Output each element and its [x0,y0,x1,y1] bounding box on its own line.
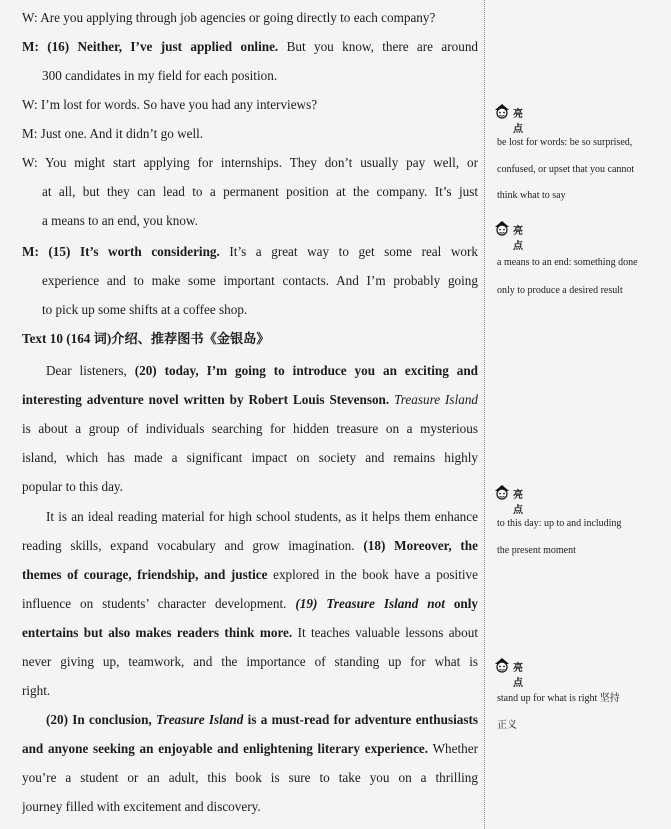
text-segment: Dear listeners, [46,363,135,378]
text-line [22,38,478,56]
note-line: 正义 [497,719,517,731]
text-segment: M: (15) [22,244,80,259]
highlight-label: 亮点 [513,226,524,252]
text-segment: island, which has made a significant impact on society and remains highly [22,450,478,465]
text-segment: W: I’m lost for words. So have you had any interviews? [22,97,318,112]
note-line: to this day: up to and including [497,518,622,529]
note-line: only to produce a desired result [497,284,623,296]
text-segment: Text 10 (164 词)介绍、推荐图书《金银岛》 [22,331,270,346]
text-line [22,154,478,172]
highlight-label: 亮点 [513,109,524,135]
text-segment: a means to an end, you know. [42,213,198,228]
text-segment: It’s worth considering. [79,244,220,259]
note-line: a means to an end: something done [497,257,638,268]
text-line [42,272,478,290]
mascot-icon [493,483,511,501]
text-line [22,624,478,642]
text-segment: right. [22,683,51,698]
text-line [22,537,478,555]
text-segment: at all, but they can lead to a permanent position at the company. It’s just [42,184,478,199]
text-segment: (20) today, I’m going to introduce you an exciting and [134,363,478,378]
text-segment: It teaches valuable lessons about [292,625,478,640]
text-segment: Treasure Island [394,392,478,407]
text-line [22,566,478,584]
text-segment: popular to this day. [22,479,123,494]
mascot-icon [493,219,511,237]
text-segment: and anyone seeking an enjoyable and enlightening literary experience. [22,741,429,756]
highlight-label: 亮点 [513,663,524,689]
text-segment: experience and to make some important contacts. And I’m probably going [42,273,478,288]
note-line: confused, or upset that you cannot [497,163,635,175]
text-line [22,769,478,787]
text-segment: only [444,596,478,611]
text-line [22,478,478,496]
text-segment: (18) Moreover, the [363,538,478,553]
text-segment: interesting adventure novel written by Robert Louis Stevenson. [22,392,390,407]
note-line: stand up for what is right 坚持 [497,693,620,704]
text-segment: you’re a student or an adult, this book is sure to take you on a thrilling [22,770,478,785]
text-segment: M: Just one. And it didn’t go well. [22,126,204,141]
note [497,136,663,203]
text-line [22,420,478,438]
text-segment: It’s a great way to get some real work [219,244,478,259]
text-segment: to pick up some shifts at a coffee shop. [42,302,248,317]
highlight-label: 亮点 [513,490,524,516]
text-segment: is about a group of individuals searching for hidden treasure on a mysterious [22,421,478,436]
text-line [22,96,478,114]
text-line [42,301,478,319]
text-segment: Neither, I’ve just applied online. [77,39,279,54]
text-line [42,183,478,201]
note [497,256,663,297]
text-segment: But you know, there are around [278,39,478,54]
text-segment: (19) Treasure Island not [295,596,445,611]
text-segment: is a must-read for adventure enthusiasts [243,712,478,727]
column-divider [484,0,485,829]
text-line [42,67,478,85]
note-line: the present moment [497,544,576,556]
text-segment: reading skills, expand vocabulary and grow imagination. [22,538,364,553]
text-line [22,9,478,27]
text-line [22,682,478,700]
text-line [22,653,478,671]
text-line [22,740,478,758]
text-line [46,362,478,380]
text-segment: Whether [428,741,478,756]
text-segment: never giving up, teamwork, and the importance of standing up for what is [22,654,478,669]
text-segment: influence on students’ character development. [22,596,296,611]
text-segment: W: Are you applying through job agencies or going directly to each company? [22,10,436,25]
section-heading [22,330,478,348]
text-line [46,508,478,526]
text-line [22,391,478,409]
mascot-icon [493,656,511,674]
text-line [22,243,478,261]
note-line: be lost for words: be so surprised, [497,137,633,148]
text-line [22,595,478,613]
text-line [22,449,478,467]
text-segment: Treasure Island [156,712,244,727]
text-segment: 300 candidates in my field for each position. [42,68,278,83]
text-line [22,125,478,143]
mascot-icon [493,102,511,120]
text-line [22,798,478,816]
text-segment: explored in the book have a positive [267,567,478,582]
text-line [46,711,478,729]
text-line [42,212,478,230]
text-segment: entertains but also makes readers think more. [22,625,293,640]
note [497,692,663,732]
text-segment: (20) In conclusion, [46,712,156,727]
text-segment: W: You might start applying for internships. They don’t usually pay well, or [22,155,478,170]
text-segment: journey filled with excitement and discovery. [22,799,261,814]
text-segment: M: (16) [22,39,78,54]
note [497,517,663,557]
text-segment: themes of courage, friendship, and justice [22,567,268,582]
note-line: think what to say [497,190,566,201]
text-segment: It is an ideal reading material for high school students, as it helps them enhance [46,509,478,524]
